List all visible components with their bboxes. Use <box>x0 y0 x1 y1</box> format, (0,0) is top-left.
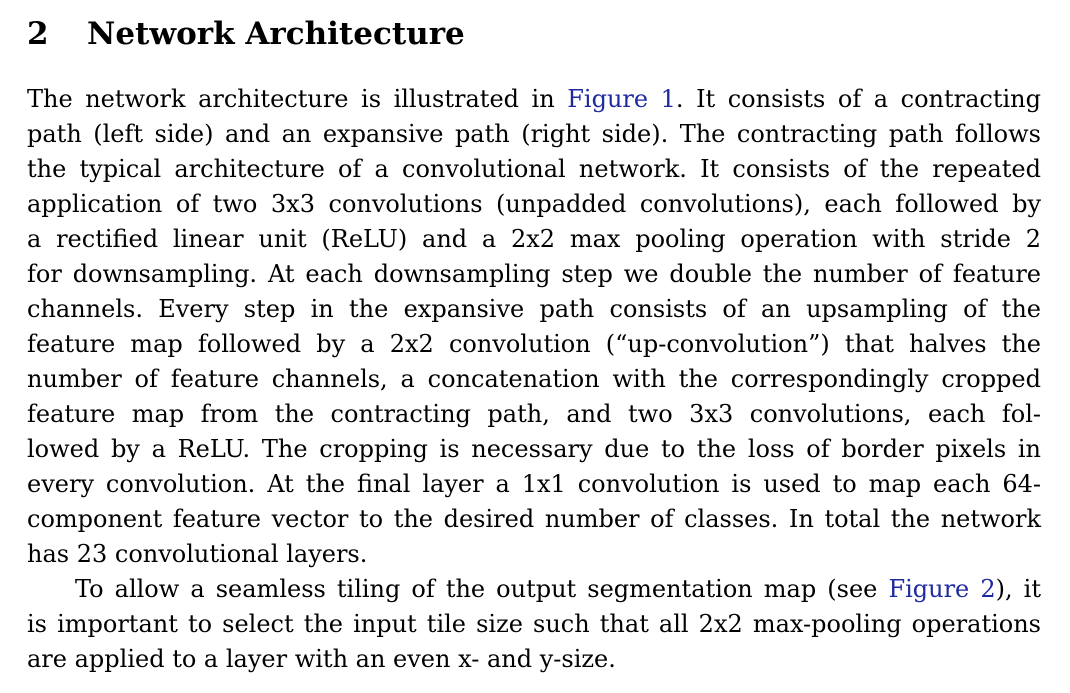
figure-2-link[interactable]: Figure 2 <box>888 575 996 603</box>
paragraph-line <box>27 82 1041 117</box>
line-text: . It consists of a contracting <box>675 85 1041 113</box>
paragraph-line: feature map from the contracting path, and two 3x3 convolutions, each fol- <box>27 400 1041 428</box>
paragraph-line: application of two 3x3 convolutions (unpadded convolutions), each followed by <box>27 190 1041 218</box>
line-text: To allow a seamless tiling of the output segmentation map (see <box>75 575 878 603</box>
section-title: Network Architecture <box>87 16 465 52</box>
paragraph-line: channels. Every step in the expansive path consists of an upsampling of the <box>27 295 1041 323</box>
paragraph-line: has 23 convolutional layers. <box>27 540 368 568</box>
paragraph-line: for downsampling. At each downsampling step we double the number of feature <box>27 260 1041 288</box>
paragraph-line: are applied to a layer with an even x- and y-size. <box>27 645 616 673</box>
figure-1-link[interactable]: Figure 1 <box>567 85 676 113</box>
paragraph-line: every convolution. At the final layer a 1x1 convolution is used to map each 64- <box>27 470 1041 498</box>
paragraph-line: path (left side) and an expansive path (right side). The contracting path follows <box>27 120 1041 148</box>
paragraph-line: feature map followed by a 2x2 convolution (“up-convolution”) that halves the <box>27 330 1041 358</box>
paragraph-line: lowed by a ReLU. The cropping is necessary due to the loss of border pixels in <box>27 435 1041 463</box>
paragraph-line: a rectified linear unit (ReLU) and a 2x2 max pooling operation with stride 2 <box>27 225 1041 253</box>
line-text: ), it <box>995 575 1041 603</box>
section-heading <box>27 14 465 54</box>
paragraph-line: is important to select the input tile size such that all 2x2 max-pooling operations <box>27 610 1041 638</box>
paragraph-line: component feature vector to the desired number of classes. In total the network <box>27 505 1041 533</box>
paragraph-line: number of feature channels, a concatenation with the correspondingly cropped <box>27 365 1041 393</box>
section-number: 2 <box>27 16 49 52</box>
line-text: The network architecture is illustrated in <box>27 85 555 113</box>
paragraph-line <box>75 572 1041 607</box>
paragraph-line: the typical architecture of a convolutional network. It consists of the repeated <box>27 155 1041 183</box>
